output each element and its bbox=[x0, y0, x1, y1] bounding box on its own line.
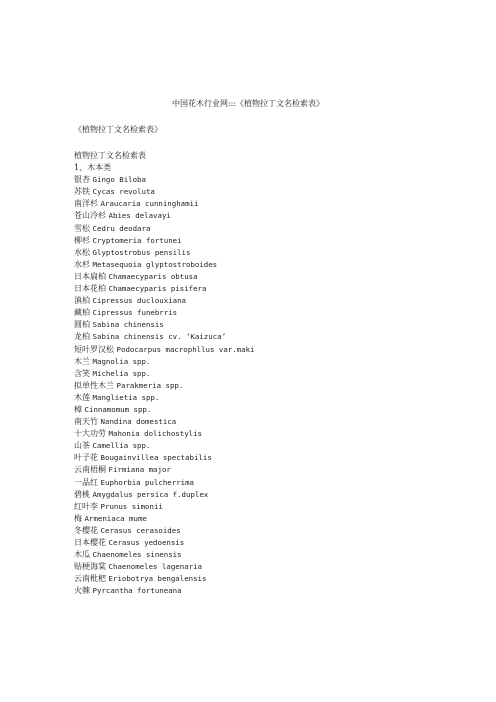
plant-latin-name: Abies delavayi bbox=[108, 211, 171, 221]
plant-entry bbox=[74, 428, 474, 440]
plant-chinese-name: 梅 bbox=[74, 513, 82, 523]
plant-entry bbox=[74, 440, 474, 452]
plant-chinese-name: 圆柏 bbox=[74, 320, 90, 330]
plant-chinese-name: 日本樱花 bbox=[74, 538, 106, 547]
plant-entry bbox=[74, 356, 474, 368]
plant-entry bbox=[74, 295, 474, 307]
plant-entry bbox=[74, 235, 474, 247]
plant-entry bbox=[74, 307, 474, 319]
plant-chinese-name: 日本扁柏 bbox=[74, 271, 106, 281]
plant-latin-name: Podocarpus macrophllus var.maki bbox=[116, 344, 255, 354]
plant-entry bbox=[74, 501, 474, 513]
plant-chinese-name: 含笑 bbox=[74, 368, 90, 378]
plant-latin-name: Cycas revoluta bbox=[92, 187, 155, 197]
plant-entry bbox=[74, 368, 474, 380]
plant-latin-name: Gingo Biloba bbox=[92, 175, 146, 185]
plant-chinese-name: 短叶罗汉松 bbox=[74, 344, 114, 354]
plant-entry bbox=[74, 331, 474, 343]
plant-entry bbox=[74, 223, 474, 235]
plant-latin-name: Magnolia spp. bbox=[92, 356, 151, 366]
plant-latin-name: Cipressus duclouxiana bbox=[92, 296, 186, 306]
plant-latin-name: Cryptomeria fortunei bbox=[92, 235, 182, 245]
plant-chinese-name: 木莲 bbox=[74, 392, 90, 402]
plant-latin-name: Chaenomeles lagenaria bbox=[108, 562, 202, 572]
plant-latin-name: Cedru deodara bbox=[92, 223, 151, 233]
plant-entry bbox=[74, 464, 474, 476]
plant-entry bbox=[74, 174, 474, 186]
plant-entry bbox=[74, 198, 474, 210]
plant-latin-name: Sabina chinensis bbox=[92, 320, 164, 330]
plant-entry bbox=[74, 561, 474, 573]
plant-chinese-name: 日本花柏 bbox=[74, 284, 106, 294]
plant-entry-list bbox=[74, 174, 474, 597]
plant-latin-name: Camellia spp. bbox=[92, 441, 151, 451]
plant-chinese-name: 南洋杉 bbox=[74, 199, 98, 209]
plant-entry bbox=[74, 416, 474, 428]
plant-entry bbox=[74, 537, 474, 549]
plant-entry bbox=[74, 392, 474, 404]
plant-entry bbox=[74, 283, 474, 295]
plant-entry bbox=[74, 247, 474, 259]
plant-chinese-name: 拟单性木兰 bbox=[74, 380, 114, 390]
plant-chinese-name: 火棘 bbox=[74, 586, 90, 596]
plant-latin-name: Glyptostrobus pensilis bbox=[92, 247, 191, 257]
plant-latin-name: Michelia spp. bbox=[92, 368, 151, 378]
plant-chinese-name: 龙柏 bbox=[74, 332, 90, 342]
plant-entry bbox=[74, 259, 474, 271]
category-heading: 1、木本类 bbox=[74, 163, 112, 173]
plant-chinese-name: 滇柏 bbox=[74, 296, 90, 306]
plant-latin-name: Manglietia spp. bbox=[92, 392, 160, 402]
plant-chinese-name: 一品红 bbox=[74, 477, 98, 487]
plant-latin-name: Amygdalus persica f.duplex bbox=[92, 489, 209, 499]
plant-entry bbox=[74, 477, 474, 489]
plant-latin-name: Araucaria cunninghamii bbox=[100, 199, 199, 209]
plant-entry bbox=[74, 404, 474, 416]
plant-latin-name: Bougainvillea spectabilis bbox=[100, 453, 212, 463]
plant-chinese-name: 银杏 bbox=[74, 175, 90, 185]
plant-entry bbox=[74, 489, 474, 501]
plant-entry bbox=[74, 319, 474, 331]
plant-latin-name: Chamaecyparis obtusa bbox=[108, 271, 198, 281]
plant-latin-name: Eriobotrya bengalensis bbox=[108, 574, 207, 584]
plant-entry bbox=[74, 452, 474, 464]
plant-entry bbox=[74, 344, 474, 356]
plant-entry bbox=[74, 549, 474, 561]
plant-latin-name: Cinnamomum spp. bbox=[84, 404, 152, 414]
plant-chinese-name: 木瓜 bbox=[74, 550, 90, 560]
plant-chinese-name: 云南枇杷 bbox=[74, 574, 106, 584]
plant-chinese-name: 柳杉 bbox=[74, 235, 90, 245]
plant-latin-name: Mahonia dolichostylis bbox=[108, 429, 202, 439]
plant-latin-name: Euphorbia pulcherrima bbox=[100, 477, 194, 487]
plant-chinese-name: 苍山冷杉 bbox=[74, 211, 106, 221]
plant-chinese-name: 藏柏 bbox=[74, 308, 90, 318]
plant-entry bbox=[74, 186, 474, 198]
plant-latin-name: Pyrcantha fortuneana bbox=[92, 586, 182, 596]
plant-chinese-name: 十大功劳 bbox=[74, 429, 106, 439]
plant-chinese-name: 冬樱花 bbox=[74, 525, 98, 535]
plant-chinese-name: 云南梧桐 bbox=[74, 465, 106, 475]
plant-entry bbox=[74, 513, 474, 525]
plant-chinese-name: 碧桃 bbox=[74, 489, 90, 499]
plant-chinese-name: 水松 bbox=[74, 247, 90, 257]
plant-latin-name: Chaenomeles sinensis bbox=[92, 550, 182, 560]
table-title: 植物拉丁文名检索表 bbox=[74, 151, 146, 160]
plant-entry bbox=[74, 585, 474, 597]
plant-chinese-name: 水杉 bbox=[74, 259, 90, 269]
plant-latin-name: Chamaecyparis pisifera bbox=[108, 284, 207, 294]
plant-entry bbox=[74, 210, 474, 222]
plant-latin-name: Prunus simonii bbox=[100, 501, 163, 511]
document-heading: 《植物拉丁文名检索表》 bbox=[74, 125, 162, 134]
plant-chinese-name: 叶子花 bbox=[74, 453, 98, 463]
plant-chinese-name: 雪松 bbox=[74, 223, 90, 233]
plant-latin-name: Firmiana major bbox=[108, 465, 171, 475]
plant-entry bbox=[74, 380, 474, 392]
plant-chinese-name: 木兰 bbox=[74, 356, 90, 366]
plant-chinese-name: 南天竹 bbox=[74, 417, 98, 427]
plant-chinese-name: 山茶 bbox=[74, 441, 90, 451]
page-title: 中国花木行业网:::《植物拉丁文名检索表》 bbox=[171, 99, 325, 108]
document-content bbox=[74, 150, 474, 597]
plant-chinese-name: 红叶李 bbox=[74, 501, 98, 511]
plant-entry bbox=[74, 525, 474, 537]
plant-latin-name: Sabina chinensis cv. ‘Kaizuca’ bbox=[92, 332, 227, 342]
plant-entry bbox=[74, 573, 474, 585]
plant-latin-name: Cerasus cerasoides bbox=[100, 525, 181, 535]
plant-latin-name: Parakmeria spp. bbox=[116, 380, 184, 390]
plant-latin-name: Cipressus funebrris bbox=[92, 308, 178, 318]
plant-chinese-name: 贴梗海棠 bbox=[74, 562, 106, 572]
plant-latin-name: Armeniaca mume bbox=[84, 513, 147, 523]
plant-latin-name: Nandina domestica bbox=[100, 417, 177, 427]
plant-entry bbox=[74, 271, 474, 283]
plant-latin-name: Metasequoia glyptostroboides bbox=[92, 259, 218, 269]
plant-chinese-name: 苏铁 bbox=[74, 187, 90, 197]
plant-chinese-name: 樟 bbox=[74, 404, 82, 414]
plant-latin-name: Cerasus yedoensis bbox=[108, 538, 185, 547]
